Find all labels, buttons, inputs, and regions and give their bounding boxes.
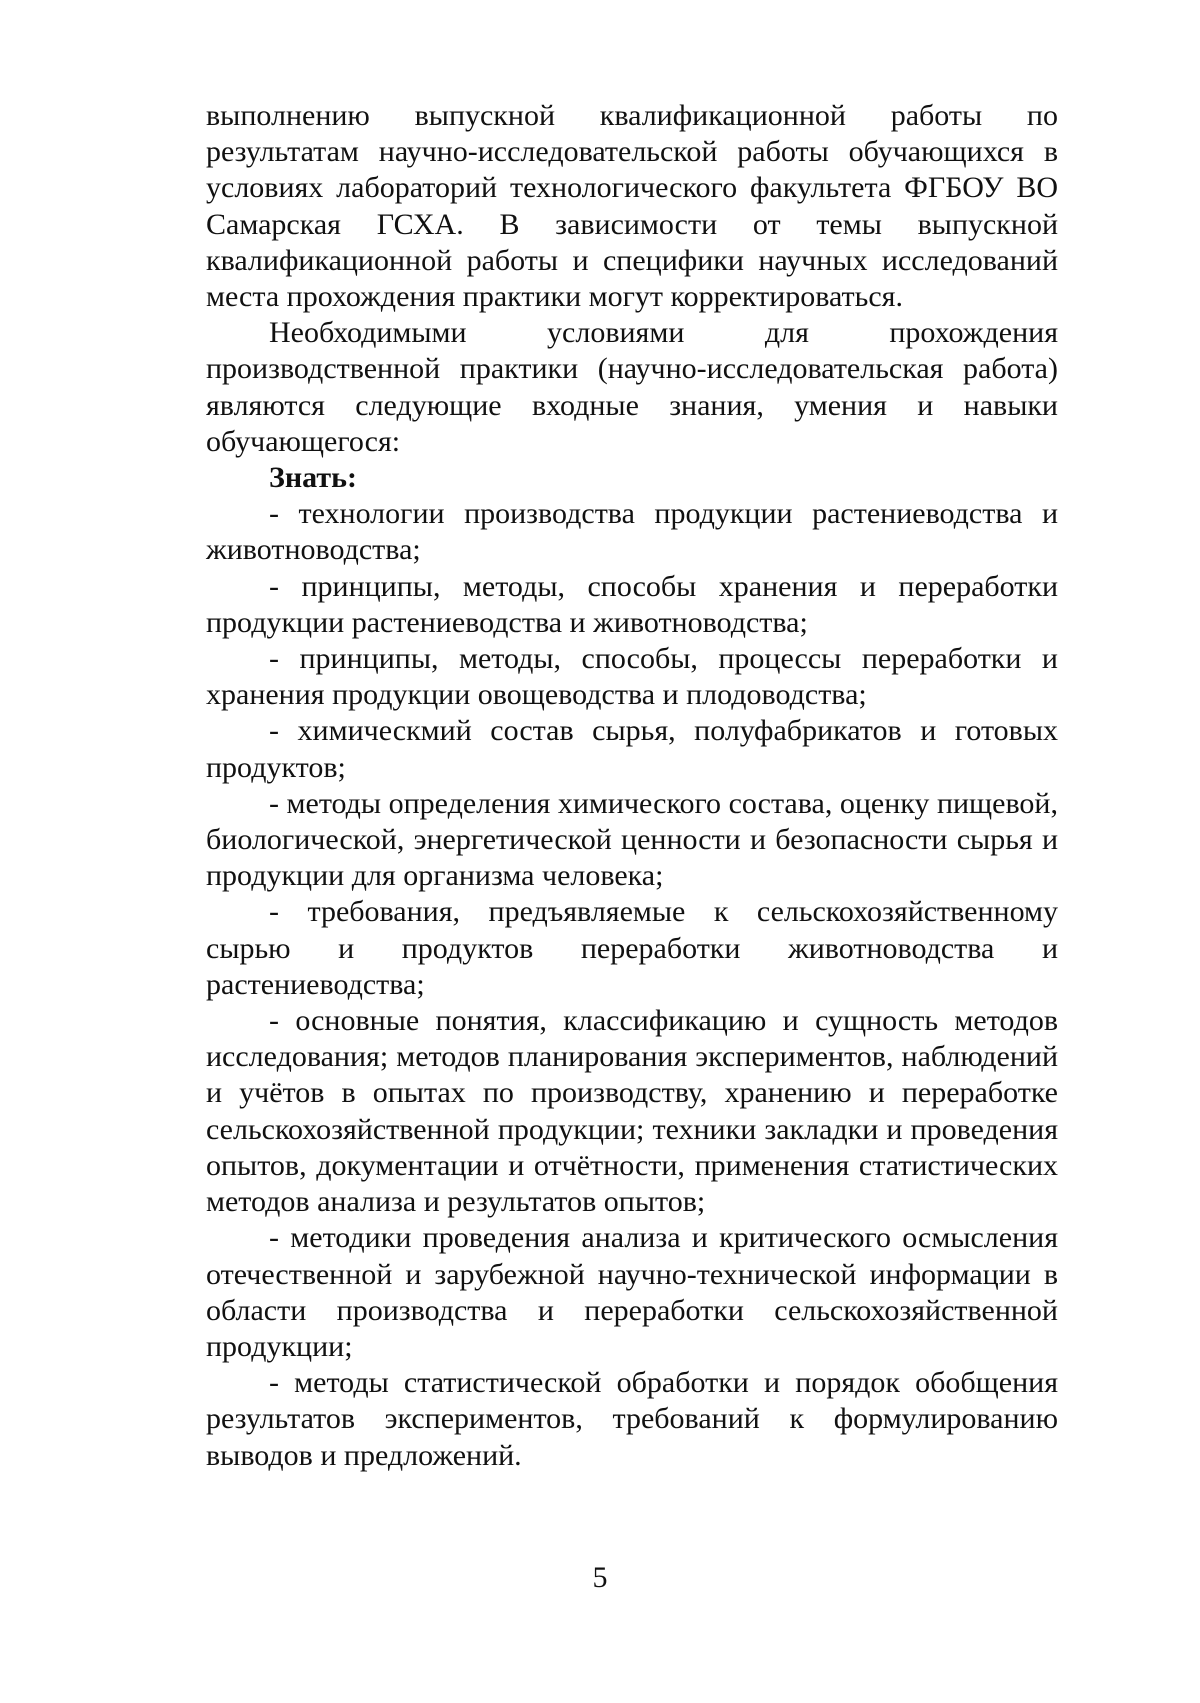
know-item: - методы определения химического состава, оценку пищевой, биологической, энергетической ценности и безопасности сырья и продукции для организма человека; [206, 786, 1058, 895]
document-page [0, 0, 1200, 1703]
know-item: - принципы, методы, способы хранения и переработки продукции растениеводства и животноводства; [206, 569, 1058, 641]
know-item: - методы статистической обработки и порядок обобщения результатов экспериментов, требований к формулированию выводов и предложений. [206, 1365, 1058, 1474]
know-item: - методики проведения анализа и критического осмысления отечественной и зарубежной научно-технической информации в области производства и переработки сельскохозяйственной продукции; [206, 1220, 1058, 1365]
know-item: - требования, предъявляемые к сельскохозяйственному сырью и продуктов переработки животноводства и растениеводства; [206, 894, 1058, 1003]
know-item: - основные понятия, классификацию и сущность методов исследования; методов планирования экспериментов, наблюдений и учётов в опытах по производству, хранению и переработке сельскохозяйственной продукции; техники закладки и проведения опытов, документации и отчётности, применения статистических методов анализа и результатов опытов; [206, 1003, 1058, 1220]
document-body [206, 98, 1058, 1474]
know-heading: Знать: [206, 460, 1058, 496]
know-item: - технологии производства продукции растениеводства и животноводства; [206, 496, 1058, 568]
know-item: - принципы, методы, способы, процессы переработки и хранения продукции овощеводства и плодоводства; [206, 641, 1058, 713]
conditions-paragraph: Необходимыми условиями для прохождения производственной практики (научно-исследовательская работа) являются следующие входные знания, умения и навыки обучающегося: [206, 315, 1058, 460]
page-number: 5 [0, 1560, 1200, 1596]
know-item: - химическмий состав сырья, полуфабрикатов и готовых продуктов; [206, 713, 1058, 785]
intro-continuation-paragraph: выполнению выпускной квалификационной работы по результатам научно-исследовательской работы обучающихся в условиях лабораторий технологического факультета ФГБОУ ВО Самарская ГСХА. В зависимости от темы выпускной квалификационной работы и специфики научных исследований места прохождения практики могут корректироваться. [206, 98, 1058, 315]
